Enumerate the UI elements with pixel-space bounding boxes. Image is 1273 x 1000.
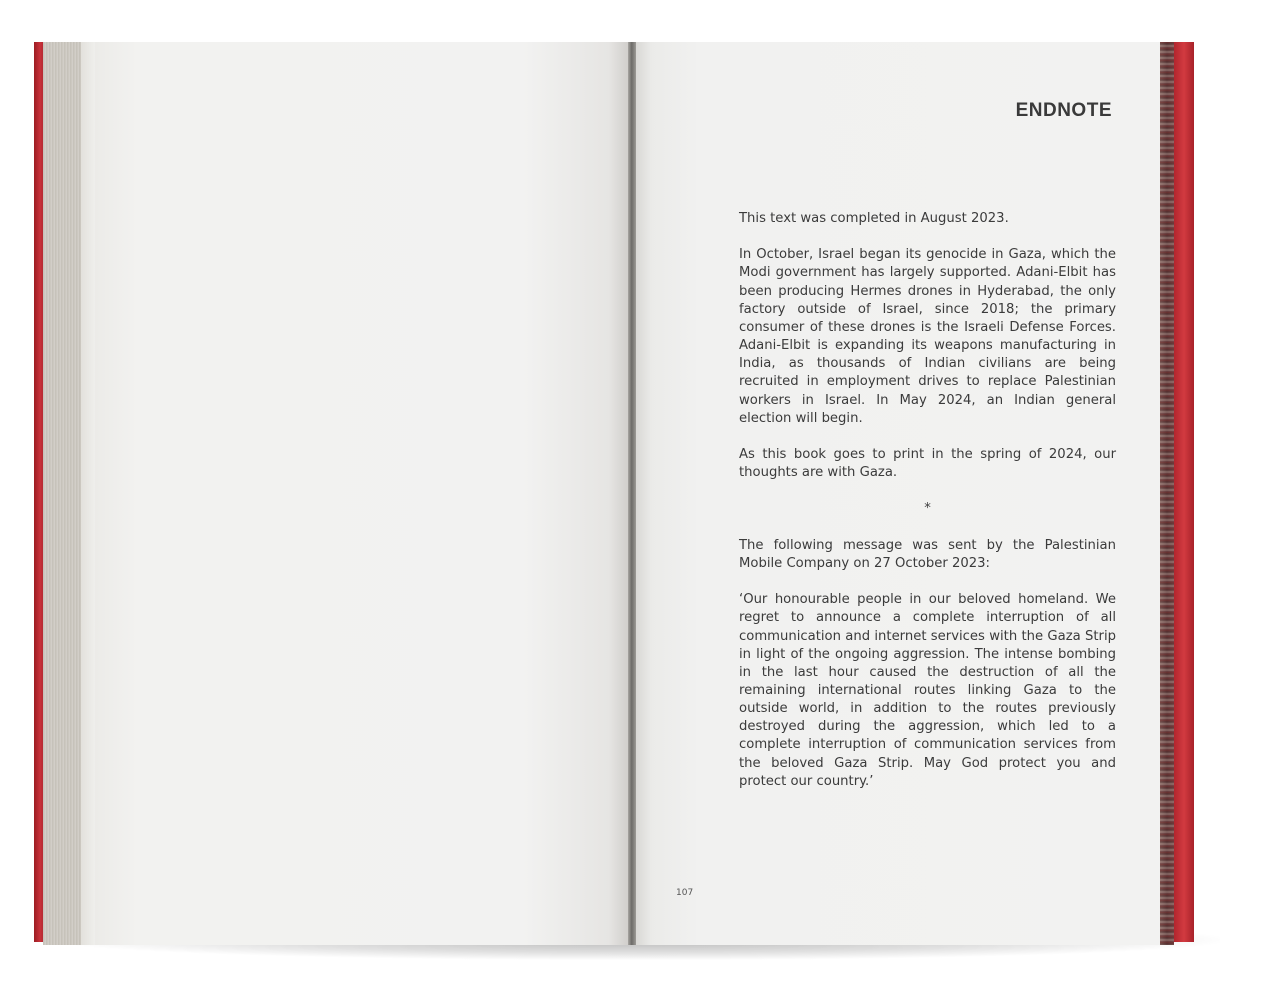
paragraph-completion-date: This text was completed in August 2023. xyxy=(739,211,1009,226)
book-gutter xyxy=(628,42,636,945)
paragraph-thoughts: As this book goes to print in the spring of 2024, our thoughts are with Gaza. xyxy=(739,447,1116,481)
blank-left-page xyxy=(95,42,630,945)
page-number: 107 xyxy=(676,888,694,898)
page-heading: ENDNOTE xyxy=(1015,100,1112,121)
page-edges-left xyxy=(43,42,95,945)
paragraph-message-intro: The following message was sent by the Palestinian Mobile Company on 27 October 2023: xyxy=(739,537,1116,571)
page-edges-right xyxy=(1160,42,1174,945)
book-cover-right-edge xyxy=(1174,42,1194,942)
endnote-text xyxy=(739,210,1116,809)
section-separator: * xyxy=(924,501,931,517)
paragraph-message-quote: ‘Our honourable people in our beloved homeland. We regret to announce a complete interruption of all communication and internet services with the Gaza Strip in light of the ongoing aggression. The intense bombing in the last hour caused the destruction of all the remaining international routes linking Gaza to the outside world, in addition to the routes previously destroyed during the aggression, which led to a complete interruption of communication services from the beloved Gaza Strip. May God protect you and protect our country.’ xyxy=(739,592,1116,789)
paragraph-context: In October, Israel began its genocide in Gaza, which the Modi government has largely supported. Adani-Elbit has been producing Hermes drones in Hyderabad, the only factory outside of Israel, since 2018; the primary consumer of these drones is the Israeli Defense Forces. Adani-Elbit is expanding its weapons manufacturing in India, as thousands of Indian civilians are being recruited in employment drives to replace Palestinian workers in Israel. In May 2024, an Indian general election will begin. xyxy=(739,247,1116,426)
